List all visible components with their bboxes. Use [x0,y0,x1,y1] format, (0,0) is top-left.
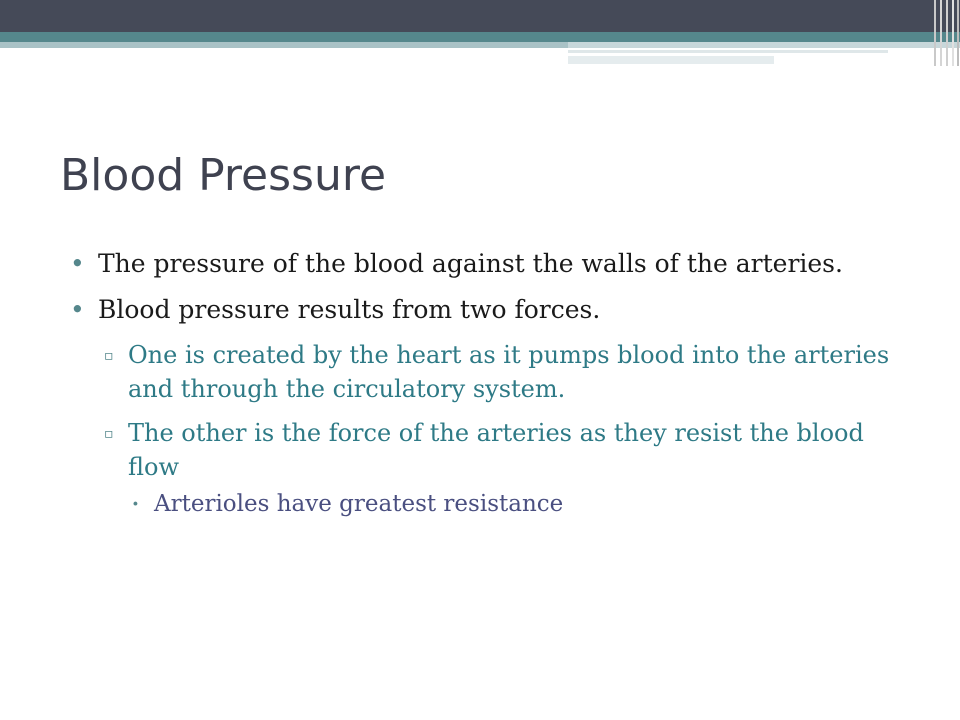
header-light-band-right [568,42,960,48]
sub-bullet-item [70,338,910,406]
square-bullet-icon: ▫ [104,426,114,442]
sub-bullet-item [70,416,910,484]
header-light-band [0,42,568,48]
bullet-dot-icon: • [70,249,85,278]
bullet-dot-icon: • [70,295,85,324]
header-bar [0,0,960,32]
header-accent-band [0,32,960,42]
header-line-lower [568,56,774,64]
bullet-list [70,246,910,520]
bullet-item [70,246,910,282]
bullet-item [70,292,910,328]
square-bullet-icon: ▫ [104,348,114,364]
slide-title: Blood Pressure [60,150,387,201]
sub-bullet-text: The other is the force of the arteries as they resist the blood flow [128,419,864,481]
sub-sub-bullet-item [70,488,910,520]
bullet-text: The pressure of the blood against the walls of the arteries. [98,249,843,278]
sub-sub-bullet-text: Arterioles have greatest resistance [154,491,564,517]
small-dot-bullet-icon: ∙ [132,496,139,512]
sub-bullet-text: One is created by the heart as it pumps blood into the arteries and through the circulatory system. [128,341,890,403]
bullet-text: Blood pressure results from two forces. [98,295,601,324]
header-line [568,50,888,53]
corner-stripes [930,0,960,66]
